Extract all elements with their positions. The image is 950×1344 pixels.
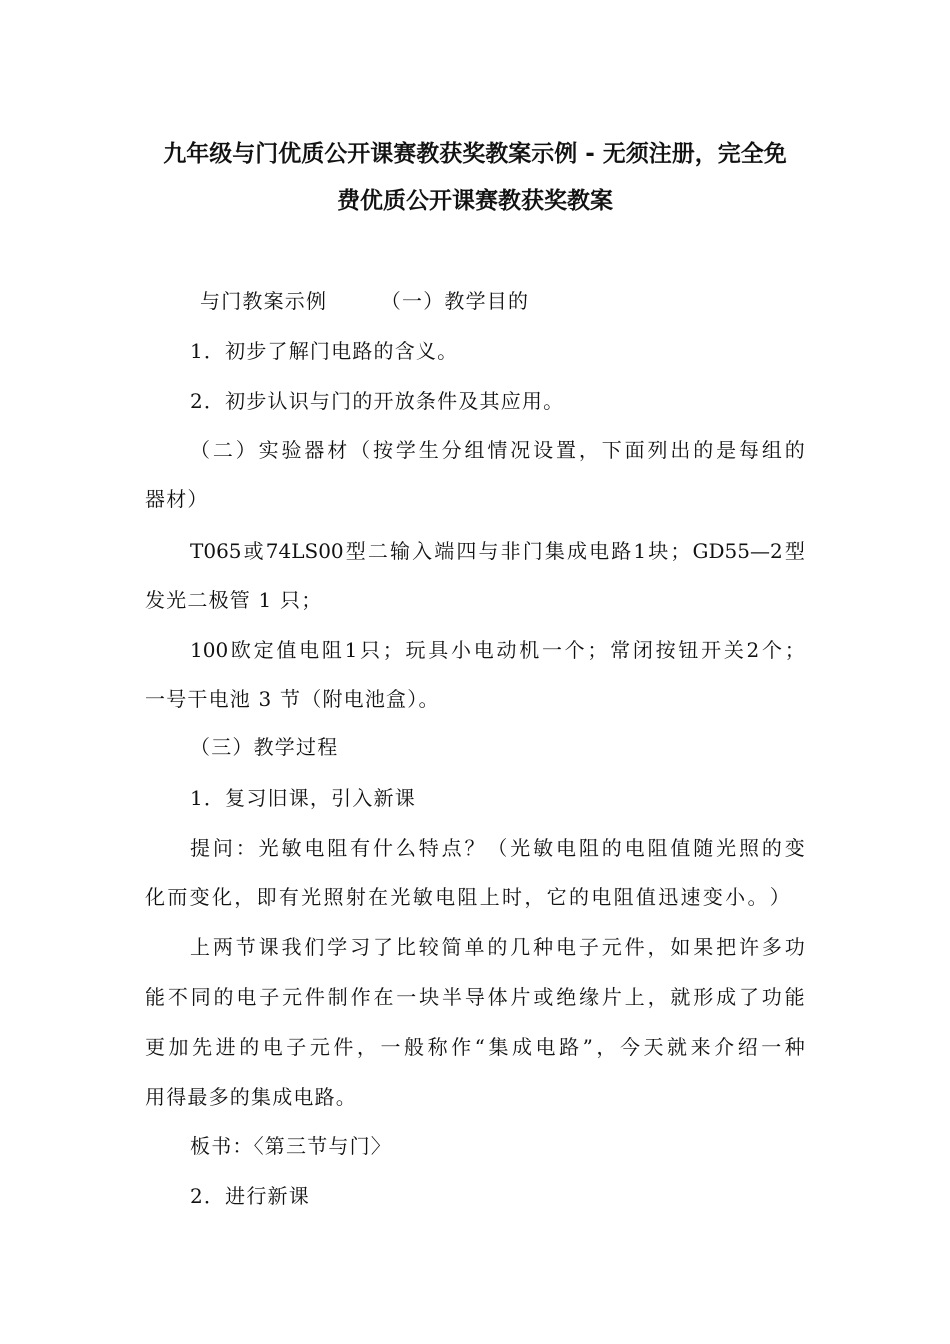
materials-line-1-continuation: 发光二极管 1 只； [145, 588, 323, 612]
section-heading-process: （三）教学过程 [190, 735, 339, 759]
question-paragraph-line-2: 化 而 变 化 ， 即 有 光 照 射 在 光 敏 电 阻 上 时 ， 它 的 电 阻 值 迅 速 变 小 。 ） [145, 885, 790, 909]
section-heading-materials: （ 二 ） 实 验 器 材 （ 按 学 生 分 组 情 况 设 置 ， 下 面 列 出 的 是 每 组 的 [190, 438, 805, 462]
objective-item-2: 2．初步认识与门的开放条件及其应用。 [190, 389, 565, 413]
objective-item-1: 1．初步了解门电路的含义。 [190, 339, 459, 363]
intro-paragraph-line-3: 更 加 先 进 的 电 子 元 件 ， 一 般 称 作 “ 集 成 电 路 ” ， 今 天 就 来 介 绍 一 种 [145, 1035, 805, 1059]
document-title-line-1: 九年级与门优质公开课赛教获奖教案示例 - 无须注册，完全免 [163, 141, 787, 167]
materials-continuation: 器材） [145, 487, 209, 511]
materials-line-2-continuation: 一号干电池 3 节（附电池盒）。 [145, 687, 440, 711]
document-title-line-2: 费优质公开课赛教获奖教案 [337, 188, 613, 214]
section-heading-objectives: 与门教案示例 （一）教学目的 [200, 289, 530, 313]
intro-paragraph-line-2: 能 不 同 的 电 子 元 件 制 作 在 一 块 半 导 体 片 或 绝 缘 片 上 ， 就 形 成 了 功 能 [145, 985, 805, 1009]
process-step-2: 2．进行新课 [190, 1184, 310, 1208]
intro-paragraph-line-4: 用得最多的集成电路。 [145, 1085, 357, 1109]
blackboard-note: 板书：〈第三节与门〉 [190, 1134, 392, 1158]
question-paragraph-line-1: 提 问 ： 光 敏 电 阻 有 什 么 特 点 ？ （ 光 敏 电 阻 的 电 阻 值 随 光 照 的 变 [190, 836, 805, 860]
materials-line-2: 100 欧 定 值 电 阻 1 只 ； 玩 具 小 电 动 机 一 个 ； 常 闭 按 钮 开 关 2 个 ； [190, 638, 805, 662]
materials-line-1: T065 或 74LS00 型 二 输 入 端 四 与 非 门 集 成 电 路 1 块 ； GD55—2 型 [190, 539, 805, 563]
intro-paragraph-line-1: 上 两 节 课 我 们 学 习 了 比 较 简 单 的 几 种 电 子 元 件 ， 如 果 把 许 多 功 [190, 935, 805, 959]
process-step-1: 1．复习旧课，引入新课 [190, 786, 416, 810]
